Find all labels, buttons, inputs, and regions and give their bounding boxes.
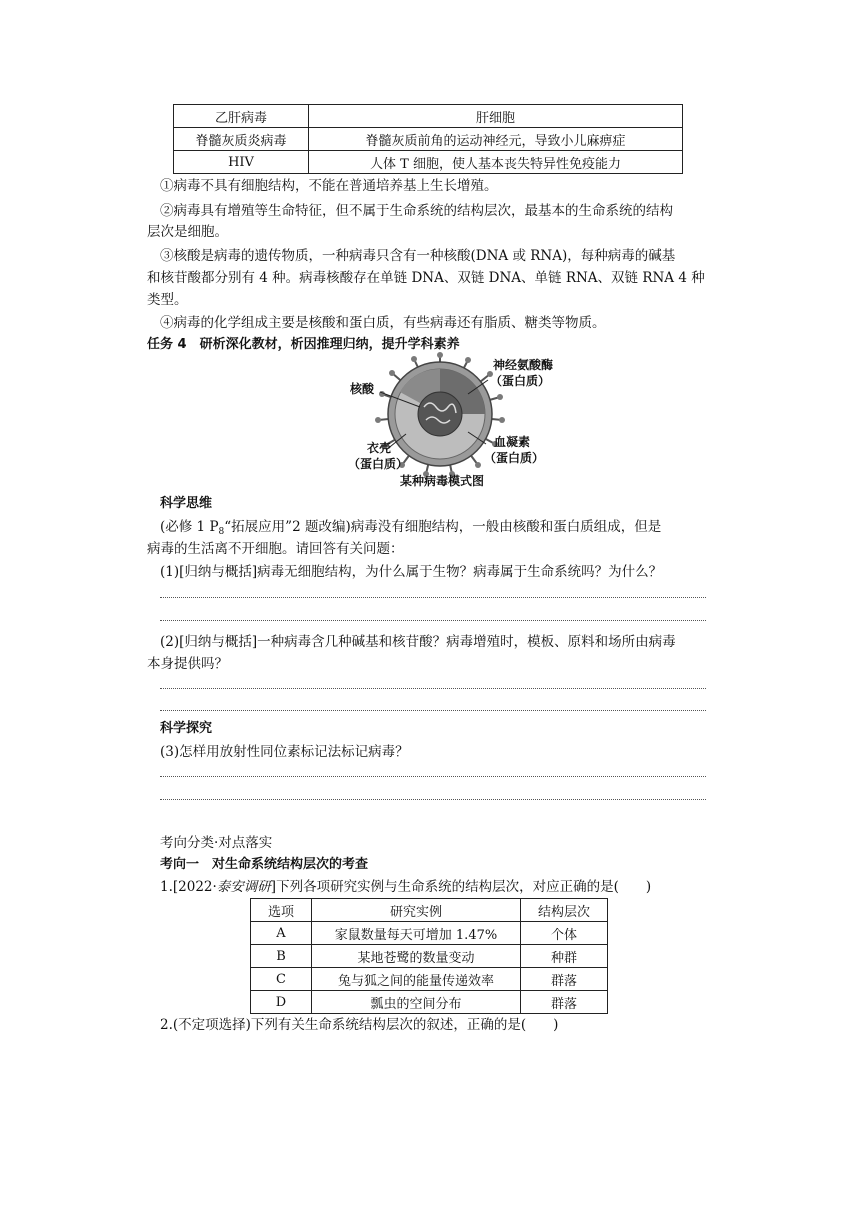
- table-cell: 家鼠数量每天可增加 1.47%: [312, 922, 521, 945]
- table-cell: D: [251, 991, 312, 1014]
- label-capsid: 衣壳: [367, 441, 392, 455]
- question-2-stem: 2.(不定项选择)下列有关生命系统结构层次的叙述，正确的是( ): [160, 1017, 559, 1033]
- table-row: [174, 105, 683, 128]
- task-heading: 任务 4 研析深化教材，析因推理归纳，提升学科素养: [147, 337, 460, 352]
- fact-3a: ③核酸是病毒的遗传物质，一种病毒只含有一种核酸(DNA 或 RNA)，每种病毒的碱基: [160, 248, 676, 264]
- question-2a: (2)[归纳与概括]一种病毒含几种碱基和核苷酸？病毒增殖时，模板、原料和场所由病毒: [160, 634, 676, 650]
- table-cell: 某地苍鹭的数量变动: [312, 945, 521, 968]
- question-1: (1)[归纳与概括]病毒无细胞结构，为什么属于生物？病毒属于生命系统吗？为什么？: [160, 564, 663, 580]
- answer-line: [160, 710, 706, 711]
- figure-caption: 某种病毒模式图: [400, 474, 485, 488]
- question-1-stem: [160, 877, 720, 897]
- table-cell: 人体 T 细胞，使人基本丧失特异性免疫能力: [309, 151, 683, 174]
- fact-3c: 类型。: [147, 292, 188, 308]
- intro-text: “拓展应用”2 题改编)病毒没有细胞结构，一般由核酸和蛋白质组成，但是: [224, 519, 662, 535]
- label-neuraminidase-protein: （蛋白质）: [490, 374, 551, 388]
- stem-text: ]下列各项研究实例与生命系统的结构层次，对应正确的是( ): [270, 879, 652, 895]
- label-hemagglutinin: 血凝素: [494, 435, 531, 449]
- virus-core: [418, 392, 462, 436]
- answer-line: [160, 776, 706, 777]
- question-3: (3)怎样用放射性同位素标记法标记病毒？: [160, 744, 409, 760]
- table-cell: 脊髓灰质炎病毒: [174, 128, 309, 151]
- label-neuraminidase: 神经氨酸酶: [493, 358, 554, 372]
- label-capsid-protein: （蛋白质）: [348, 457, 409, 471]
- table-cell: 个体: [521, 922, 608, 945]
- table-header-row: [251, 899, 608, 922]
- table-cell: B: [251, 945, 312, 968]
- intro-text: (必修 1 P: [160, 519, 219, 535]
- table-cell: 脊髓灰质前角的运动神经元，导致小儿麻痹症: [309, 128, 683, 151]
- label-hemagglutinin-protein: （蛋白质）: [484, 451, 545, 465]
- table-cell: A: [251, 922, 312, 945]
- table-cell: 乙肝病毒: [174, 105, 309, 128]
- answer-line: [160, 620, 706, 621]
- table-header-cell: 研究实例: [312, 899, 521, 922]
- question-2b: 本身提供吗？: [147, 656, 228, 672]
- intro-subscript: 8: [218, 527, 225, 537]
- table-row: [251, 968, 608, 991]
- table-header-cell: 选项: [251, 899, 312, 922]
- section-subtitle: 考向一 对生命系统结构层次的考查: [160, 857, 369, 872]
- virus-host-table: [173, 104, 683, 174]
- table-cell: 肝细胞: [309, 105, 683, 128]
- fact-3b: 和核苷酸都分别有 4 种。病毒核酸存在单链 DNA、双链 DNA、单链 RNA、双链 RNA 4 种: [147, 270, 705, 286]
- section-title: 考向分类·对点落实: [160, 835, 273, 851]
- fact-4: ④病毒的化学组成主要是核酸和蛋白质，有些病毒还有脂质、糖类等物质。: [160, 315, 606, 331]
- table-row: [174, 151, 683, 174]
- table-header-cell: 结构层次: [521, 899, 608, 922]
- label-nucleic-acid: 核酸: [350, 382, 375, 396]
- table-cell: HIV: [174, 151, 309, 174]
- table-cell: C: [251, 968, 312, 991]
- sci-inquiry-heading: 科学探究: [160, 721, 213, 736]
- table-cell: 群落: [521, 968, 608, 991]
- answer-line: [160, 799, 706, 800]
- table-cell: 群落: [521, 991, 608, 1014]
- stem-text: 1.[2022·: [160, 879, 217, 895]
- table-row: [251, 945, 608, 968]
- table-row: [251, 991, 608, 1014]
- table-row: [251, 922, 608, 945]
- table-cell: 瓢虫的空间分布: [312, 991, 521, 1014]
- table-row: [174, 128, 683, 151]
- answer-line: [160, 688, 706, 689]
- question-1-table: [250, 898, 608, 1014]
- table-cell: 兔与狐之间的能量传递效率: [312, 968, 521, 991]
- fact-2b: 层次是细胞。: [147, 224, 228, 240]
- answer-line: [160, 597, 706, 598]
- stem-source: 泰安调研: [216, 879, 271, 895]
- fact-2a: ②病毒具有增殖等生命特征，但不属于生命系统的结构层次，最基本的生命系统的结构: [160, 203, 673, 219]
- table-cell: 种群: [521, 945, 608, 968]
- sci-thinking-intro-b: 病毒的生活离不开细胞。请回答有关问题：: [147, 541, 404, 557]
- fact-1: ①病毒不具有细胞结构，不能在普通培养基上生长增殖。: [160, 178, 498, 194]
- sci-thinking-heading: 科学思维: [160, 496, 213, 511]
